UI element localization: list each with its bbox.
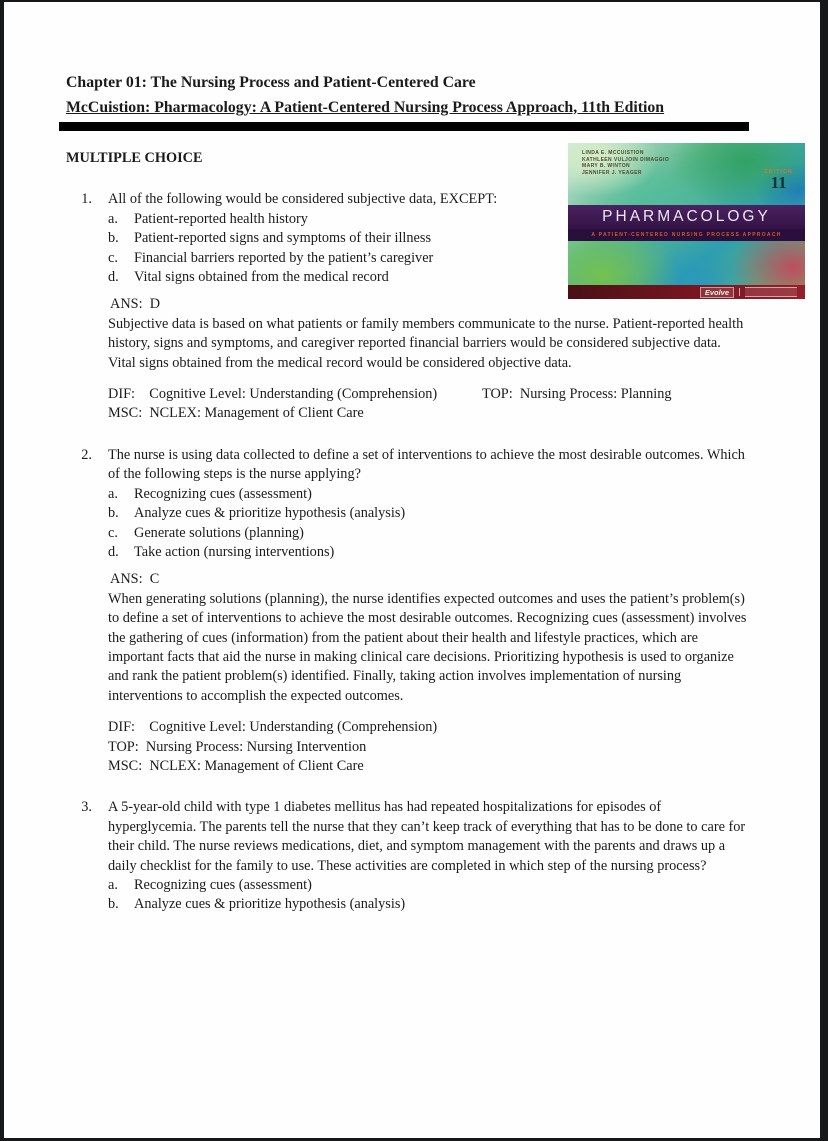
meta-top: TOP: Nursing Process: Planning [482, 386, 672, 403]
option-letter: d. [108, 543, 119, 560]
spacer [92, 798, 108, 914]
option-b [108, 895, 749, 914]
question-body [108, 446, 749, 777]
option-letter: a. [108, 210, 118, 227]
option-a [108, 876, 749, 895]
option-text: Generate solutions (planning) [134, 524, 304, 541]
answer-line: ANS: D [110, 296, 161, 313]
book-cover-authors [582, 150, 669, 176]
document-content [66, 2, 749, 915]
cover-subtitle-band [568, 229, 805, 241]
question-number: 2. [81, 446, 92, 463]
option-letter: c. [108, 524, 118, 541]
option-letter: c. [108, 249, 118, 266]
meta-dif: DIF: Cognitive Level: Understanding (Comprehension) [108, 386, 438, 403]
option-text: Recognizing cues (assessment) [134, 877, 312, 893]
question-number: 3. [81, 799, 92, 816]
answer-line: ANS: C [110, 571, 160, 588]
question-meta [108, 718, 749, 776]
book-title-line: McCuistion: Pharmacology: A Patient-Centered Nursing Process Approach, 11th Edition [66, 98, 665, 116]
option-a [108, 485, 749, 504]
author-name: LINDA E. MCCUISTION [582, 150, 644, 156]
meta-msc: MSC: NCLEX: Management of Client Care [108, 757, 364, 774]
meta-dif: DIF: Cognitive Level: Understanding (Comprehension) [108, 719, 438, 736]
author-name: KATHLEEN VULJOIN DIMAGGIO [582, 156, 670, 163]
question-text: A 5-year-old child with type 1 diabetes mellitus has had repeated hospitalizations for episodes of hyperglycemia. The parents tell the nurse that they can’t keep track of everything that has to be done to care for their child. The nurse reviews medications, diet, and symptom management with the parents and draws up a daily checklist for the family to use. These activities are completed in which step of the nursing process? [108, 799, 746, 874]
option-letter: a. [108, 877, 118, 893]
rationale-text: When generating solutions (planning), the nurse identifies expected outcomes and uses the patient’s problem(s) to define a set of interventions to achieve the most desirable outcomes. Recognizing cues (assessment) involves the gathering of cues (information) from the patient about their health and lifestyle practices, which are important facts that aid the nurse in making clinical care decisions. Prioritizing hypothesis is used to organize and rank the patient problem(s) identified. Finally, taking action involves implementation of nursing interventions to accomplish the expected outcomes. [108, 590, 747, 704]
meta-top: TOP: Nursing Process: Nursing Intervention [108, 738, 367, 755]
question-text: All of the following would be considered subjective data, EXCEPT: [108, 191, 498, 208]
document-header [66, 71, 749, 120]
question-meta [108, 385, 749, 424]
edition-label: EDITION [764, 169, 793, 175]
option-b [108, 504, 749, 523]
question-body [108, 798, 749, 914]
option-text: Patient-reported health history [134, 210, 308, 227]
chapter-title: Chapter 01: The Nursing Process and Patient-Centered Care [66, 74, 476, 91]
option-letter: d. [108, 269, 119, 286]
option-text: Take action (nursing interventions) [134, 543, 335, 560]
option-text: Analyze cues & prioritize hypothesis (analysis) [134, 896, 406, 913]
option-text: Recognizing cues (assessment) [134, 485, 312, 502]
question-number: 1. [81, 191, 92, 208]
option-letter: b. [108, 505, 119, 522]
meta-row [108, 385, 749, 404]
meta-msc: MSC: NCLEX: Management of Client Care [108, 405, 364, 422]
question-text: The nurse is using data collected to define a set of interventions to achieve the most desirable outcomes. Which of the following steps is the nurse applying? [108, 446, 745, 483]
spacer [92, 190, 108, 423]
option-letter: a. [108, 485, 118, 502]
book-cover-image [568, 143, 805, 299]
cover-title-band [568, 205, 805, 229]
option-c [108, 524, 749, 543]
option-letter: b. [108, 896, 119, 913]
question-3 [66, 798, 749, 914]
option-letter: b. [108, 230, 119, 247]
footer-separator [739, 288, 740, 296]
option-text: Vital signs obtained from the medical record [134, 269, 389, 286]
cover-title: PHARMACOLOGY [602, 208, 771, 225]
option-text: Patient-reported signs and symptoms of their illness [134, 230, 432, 247]
evolve-badge: Evolve [700, 287, 734, 298]
option-d [108, 543, 749, 562]
option-text: Financial barriers reported by the patient’s caregiver [134, 249, 434, 266]
spacer [92, 446, 108, 777]
author-name: MARY B. WINTON [582, 163, 631, 169]
footer-fineprint [745, 287, 797, 297]
rationale-text: Subjective data is based on what patients or family members communicate to the nurse. Patient-reported health history, signs and symptoms, and caregiver reported financial barriers would be considered subjective data. Vital signs obtained from the medical record would be considered objective data. [108, 315, 744, 371]
cover-footer-band [568, 285, 805, 299]
section-label: MULTIPLE CHOICE [66, 150, 203, 166]
cover-subtitle: A PATIENT-CENTERED NURSING PROCESS APPROACH [591, 232, 782, 238]
option-text: Analyze cues & prioritize hypothesis (analysis) [134, 505, 406, 522]
header-divider-bar [59, 122, 749, 131]
question-2 [66, 446, 749, 777]
edition-number: 11 [770, 173, 787, 192]
author-name: JENNIFER J. YEAGER [582, 169, 642, 176]
edition-mark [764, 169, 793, 190]
document-page [4, 2, 820, 1138]
